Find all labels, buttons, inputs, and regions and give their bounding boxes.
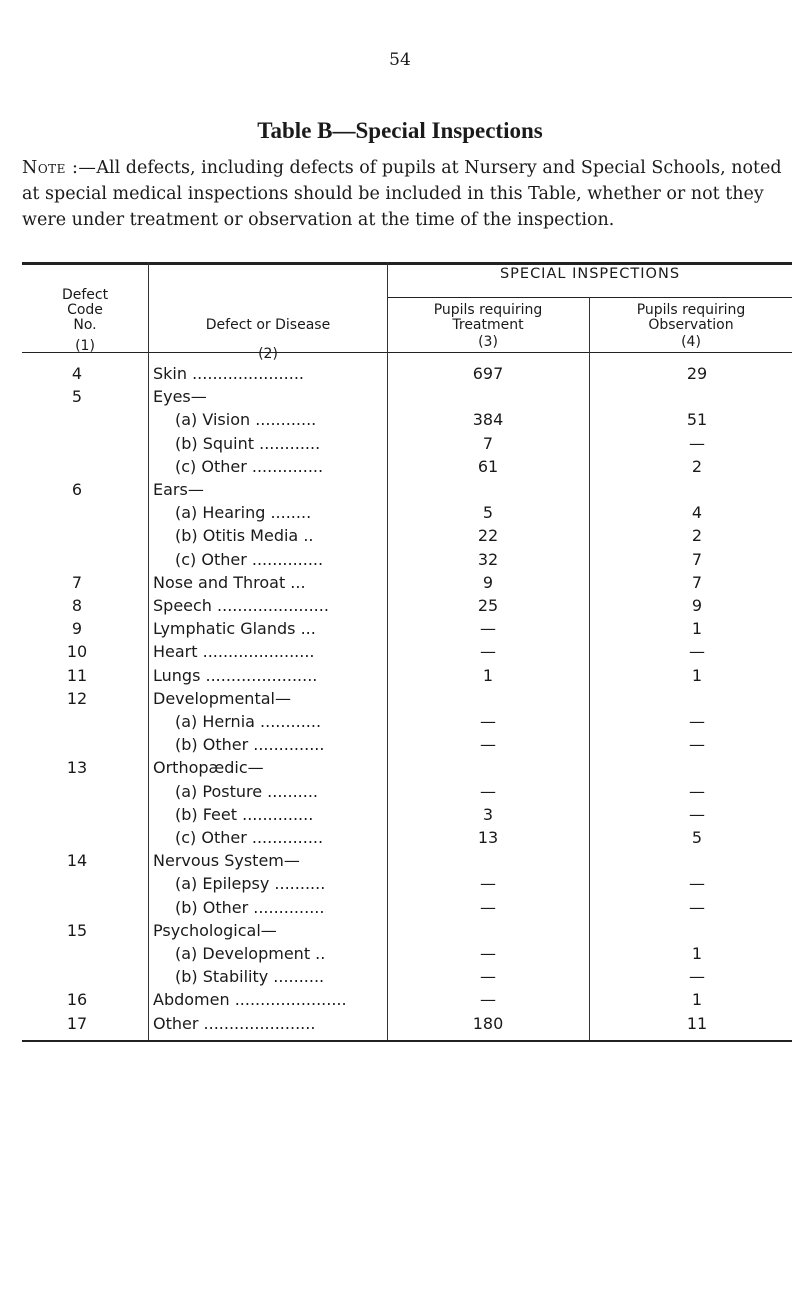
table-row [22,573,792,592]
row-observation-count: 1 [691,990,703,1010]
row-defect-label: Heart ...................... [153,642,315,662]
row-defect-label: Lymphatic Glands ... [153,619,316,639]
row-defect-label: Psychological— [153,920,277,940]
table-row [22,596,792,615]
row-defect-label: Nose and Throat ... [153,572,306,592]
table-row [22,828,792,847]
row-defect-label: (a) Hernia ............ [175,712,322,731]
table-row [22,874,792,893]
table-row [22,689,792,708]
table-row [22,1014,792,1033]
table-row [22,434,792,453]
row-defect-label: Ears— [153,480,204,499]
row-defect-label: (a) Hearing ........ [175,503,312,523]
row-observation-count: 1 [691,619,703,639]
row-treatment-count: 13 [477,828,499,847]
row-treatment-count: — [480,897,496,917]
note-label: Note :— [22,158,97,178]
table-row [22,967,792,986]
row-observation-count: 4 [691,503,703,523]
row-treatment-count: — [480,874,496,894]
row-treatment-count: 7 [482,433,494,453]
table-row [22,666,792,685]
row-defect-label: (a) Epilepsy .......... [175,874,326,894]
row-observation-count: 9 [691,596,703,615]
row-defect-label: Nervous System— [153,851,300,871]
row-treatment-count: 61 [477,456,499,476]
row-code: 11 [66,665,88,685]
row-observation-count: — [689,897,705,917]
row-code: 5 [71,387,83,407]
row-defect-label: (b) Otitis Media .. [175,526,314,546]
row-defect-label: Orthopædic— [153,758,264,778]
row-defect-label: (c) Other .............. [175,828,324,847]
row-treatment-count: 1 [482,665,494,685]
row-observation-count: — [689,804,705,824]
row-defect-label: (b) Other .............. [175,897,325,917]
table-row [22,642,792,661]
row-observation-count: — [689,874,705,894]
table-row [22,805,792,824]
row-code: 6 [71,480,83,499]
table-row [22,387,792,406]
row-observation-count: — [689,967,705,987]
row-defect-label: (c) Other .............. [175,456,324,476]
row-treatment-count: 9 [482,572,494,592]
row-code: 15 [66,920,88,940]
row-observation-count: 29 [686,364,708,383]
row-code: 14 [66,851,88,871]
table-bottom-rule [22,1040,792,1042]
row-treatment-count: — [480,619,496,639]
special-inspections-table [22,262,792,1262]
row-defect-label: Abdomen ...................... [153,990,347,1010]
note-text: All defects, including defects of pupils at Nursery and Special Schools, noted at special medical inspections should be included in this Table, whether or not they were under treatment or observation at the time of the inspection. [22,158,782,230]
page-number: 54 [389,50,411,70]
row-defect-label: (a) Posture .......... [175,781,319,801]
table-row [22,851,792,870]
table-top-rule [22,262,792,265]
row-treatment-count: — [480,781,496,801]
table-row [22,503,792,522]
table-row [22,410,792,429]
table-row [22,782,792,801]
row-code: 12 [66,688,88,708]
row-code: 9 [71,619,83,639]
row-observation-count: 7 [691,549,703,569]
row-defect-label: Speech ...................... [153,596,329,615]
row-treatment-count: 384 [472,410,504,430]
row-treatment-count: — [480,712,496,731]
row-observation-count: 1 [691,665,703,685]
row-code: 10 [66,642,88,662]
row-observation-count: 11 [686,1013,708,1033]
page-title: Table B—Special Inspections [257,118,543,143]
row-observation-count: 1 [691,944,703,963]
table-row [22,712,792,731]
row-code: 4 [71,364,83,383]
row-observation-count: — [689,642,705,662]
row-defect-label: (c) Other .............. [175,549,324,569]
header-defect: Defect or Disease (2) [205,317,331,362]
row-code: 8 [71,596,83,615]
table-row [22,480,792,499]
row-code: 7 [71,572,83,592]
row-defect-label: (b) Stability .......... [175,967,325,987]
row-defect-label: Skin ...................... [153,364,304,383]
row-defect-label: Developmental— [153,688,291,708]
row-defect-label: (b) Other .............. [175,735,325,755]
table-row [22,735,792,754]
row-treatment-count: — [480,990,496,1010]
row-code: 17 [66,1013,88,1033]
note-paragraph [22,155,792,233]
row-observation-count: — [689,781,705,801]
row-observation-count: 51 [686,410,708,430]
row-defect-label: Other ...................... [153,1013,316,1033]
row-treatment-count: — [480,735,496,755]
row-treatment-count: 25 [477,596,499,615]
row-treatment-count: 3 [482,804,494,824]
header-special-inspections: SPECIAL INSPECTIONS [499,266,681,282]
row-observation-count: — [689,433,705,453]
row-code: 16 [66,990,88,1010]
row-defect-label: Lungs ...................... [153,665,318,685]
row-treatment-count: — [480,967,496,987]
row-observation-count: — [689,712,705,731]
table-row [22,526,792,545]
row-code: 13 [66,758,88,778]
row-observation-count: 5 [691,828,703,847]
table-row [22,364,792,383]
row-defect-label: Eyes— [153,387,207,407]
header-observation: Pupils requiring Observation (4) [636,302,746,350]
row-defect-label: (a) Vision ............ [175,410,317,430]
row-treatment-count: 32 [477,549,499,569]
row-defect-label: (b) Squint ............ [175,433,321,453]
table-row [22,990,792,1009]
row-observation-count: 2 [691,526,703,546]
row-observation-count: 2 [691,456,703,476]
table-row [22,619,792,638]
header-code: Defect Code No. (1) [61,287,109,354]
table-row [22,898,792,917]
table-row [22,758,792,777]
row-treatment-count: — [480,944,496,963]
row-defect-label: (b) Feet .............. [175,804,314,824]
row-treatment-count: 180 [472,1013,504,1033]
table-row [22,457,792,476]
row-observation-count: — [689,735,705,755]
row-treatment-count: 22 [477,526,499,546]
table-row [22,550,792,569]
row-treatment-count: 697 [472,364,504,383]
table-row [22,944,792,963]
row-defect-label: (a) Development .. [175,944,326,963]
row-treatment-count: 5 [482,503,494,523]
row-observation-count: 7 [691,572,703,592]
header-treatment: Pupils requiring Treatment (3) [433,302,543,350]
table-row [22,921,792,940]
row-treatment-count: — [480,642,496,662]
